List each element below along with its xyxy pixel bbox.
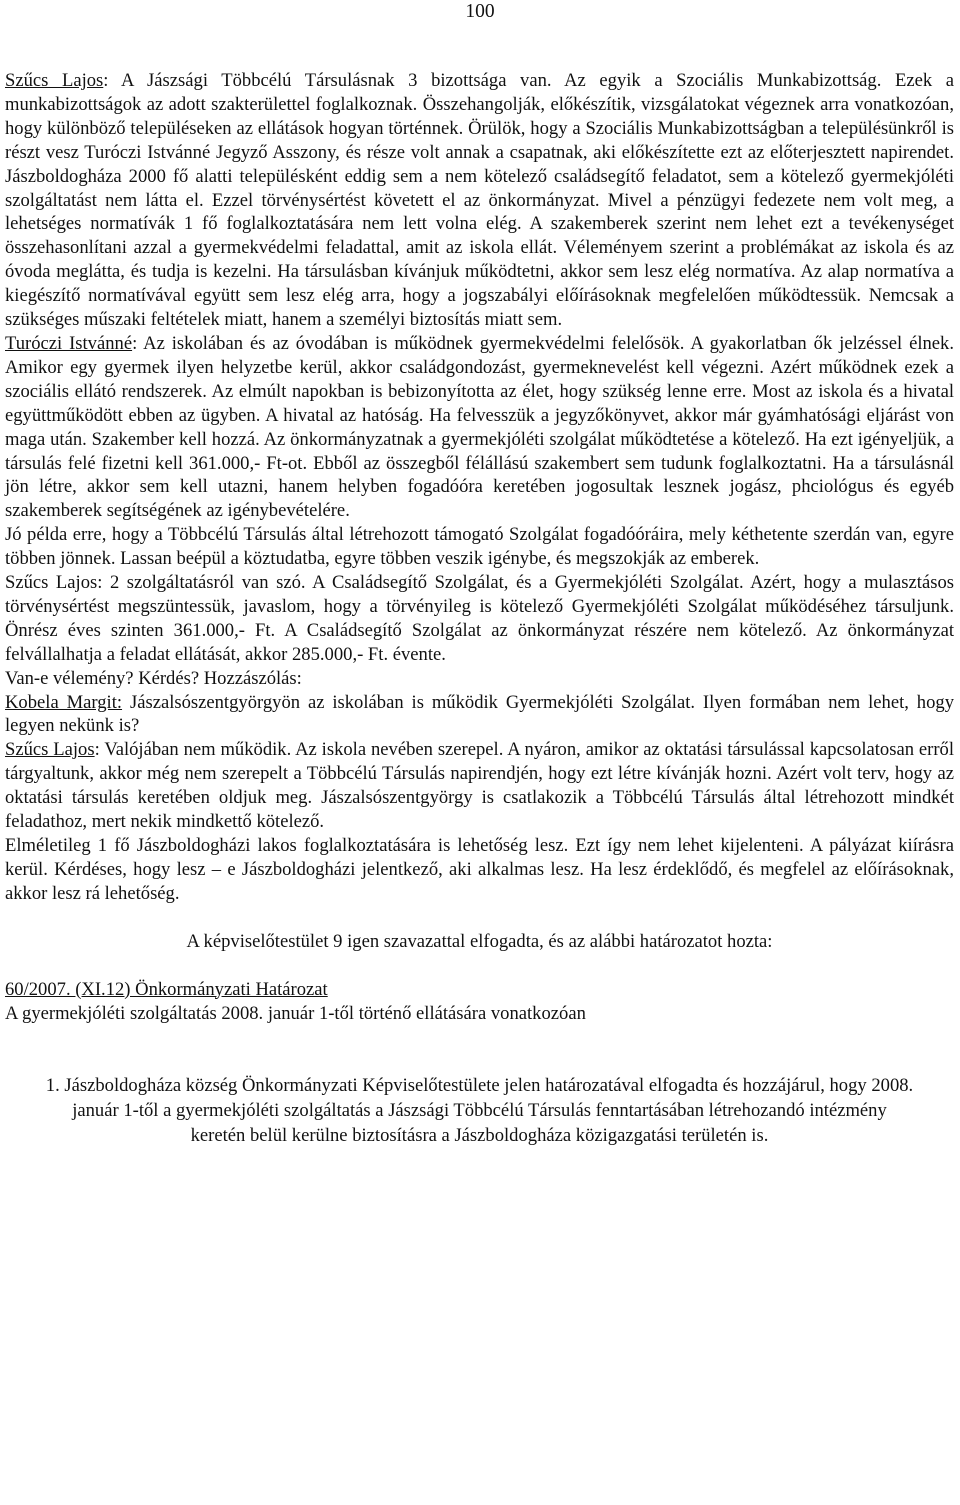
resolution-title: 60/2007. (XI.12) Önkormányzati Határozat: [5, 978, 328, 1000]
speaker-separator: :: [94, 739, 105, 761]
speaker-name: Turóczi Istvánné: [5, 332, 133, 354]
minutes-paragraph: [5, 738, 954, 834]
paragraph-text: Valójában nem működik. Az iskola nevében szerepel. A nyáron, amikor az oktatási társulással kapcsolatosan erről tárgyaltunk, akkor még nem szerepelt a Többcélú Társulás napirendjén, hogy ezt létre kívánják hozni. Azért volt terv, hogy az oktatási társulás keretében oldjuk meg. Jászalsószentgyörgy is csatlakozik a Többcélú Társulás által létrehozott mindkét feladathoz, mert nekik mindkettő kötelező.: [5, 739, 955, 833]
document-body: [5, 69, 954, 1148]
minutes-paragraph: [5, 691, 954, 739]
paragraph-text: Jó példa erre, hogy a Többcélú Társulás által létrehozott támogató Szolgálat fogadóóráira, mely kéthetente szerdán van, egyre többen jönnek. Lassan beépül a köztudatba, egyre többen veszik igénybe, és megszokják az emberek.: [5, 524, 954, 570]
speaker-separator: :: [132, 332, 144, 354]
paragraph-text: Van-e vélemény? Kérdés? Hozzászólás:: [5, 667, 302, 689]
resolution-title-line: [5, 978, 954, 1002]
speaker-name: Szűcs Lajos: [5, 70, 104, 91]
minutes-paragraph: [5, 523, 954, 571]
vote-statement: A képviselőtestület 9 igen szavazattal elfogadta, és az alábbi határozatot hozta:: [186, 930, 773, 952]
paragraph-text: Az iskolában és az óvodában is működnek gyermekvédelmi felelősök. A gyakorlatban ők jelzéssel élnek. Amikor egy gyermek ilyen helyzetbe kerül, akkor családgondozást, gyermeknevelést kell végezni. Azért működnek ezek a szociális ellátó rendszerek. Az elmúlt napokban is bebizonyította az élet, hogy szükség lenne erre. Most az iskola és a hivatal együttműködött ebben az ügyben. A hivatal az hatóság. Ha felvesszük a jegyzőkönyvet, akkor már gyámhatósági eljárást von maga után. Szakember kell hozzá. Az önkormányzatnak a gyermekjóléti szolgálat működtetése a kötelező. Ha ezt igényeljük, a társulás felé fizetni kell 361.000,- Ft-ot. Ebből az összegből félállású szakembert sem tudunk foglalkoztatni. Ha a társulásnál jön létre, akkor sem kell utazni, hanem helyben fogadóóra keretében jogosultak lesznek jogász, phciológus és egyéb szakemberek segítségének az igénybevételére.: [5, 332, 954, 522]
paragraph-text: Elméletileg 1 fő Jászboldogházi lakos foglalkoztatására is lehetőség lesz. Ezt így nem lehet kijelenteni. A pályázat kiírásra kerül. Kérdéses, hogy lesz – e Jászboldogházi jelentkező, aki alkalmas lesz. Ha lesz érdeklődő, és megfelel az előírásoknak, akkor lesz rá lehetőség.: [5, 835, 954, 904]
minutes-paragraphs: [5, 69, 954, 906]
speaker-separator: [122, 692, 130, 713]
paragraph-text: 2 szolgáltatásról van szó. A Családsegítő Szolgálat, és a Gyermekjóléti Szolgálat. Azért, hogy a mulasztásos törvénysértést megszüntessük, javaslom, hogy a törvényileg is kötelező Gyermekjóléti Szolgálat működéséhez társuljunk. Önrész éves szinten 361.000,- Ft. A Családsegítő Szolgálat az önkormányzat részére nem kötelező. Az önkormányzat felvállalhatja a feladat ellátását, akkor 285.000,- Ft. évente.: [5, 572, 954, 665]
minutes-paragraph: [5, 667, 954, 691]
paragraph-text: A Jászsági Többcélú Társulásnak 3 bizottsága van. Az egyik a Szociális Munkabizottság. Ezek a munkabizottságok az adott szakterülettel foglalkoznak. Összehangolják, előkészítik, vizsgálatokat végeznek arra vonatkozóan, hogy különböző településeken az ellátások hogyan történnek. Örülök, hogy a Szociális Munkabizottságban a településünkről is részt vesz Turóczi Istvánné Jegyző Asszony, és része volt annak a csapatnak, aki előkészítette ezt az előterjesztett napirendet. Jászboldogháza 2000 fő alatti településként eddig sem a nem kötelező családsegítő feladatot, sem a kötelező gyermekjóléti szolgáltatást nem látta el. Ezzel törvénysértést követett el az önkormányzat. Mivel a pénzügyi fedezete nem volt meg, a lehetséges normatívák 1 fő foglalkoztatására nem lett volna elég. A szakemberek szerint nem lehet ezt a tevékenységet összehasonlítani azzal a gyermekvédelmi feladattal, amit az iskola ellát. Véleményem szerint a problémákat az iskola és az óvoda meglátta, és tudja is kezelni. Ha társulásban kívánjuk működtetni, akkor sem lesz elég normatíva. Az alap normatíva a kiegészítő normatívával együtt sem lesz elég arra, hogy a jogszabályi előírásoknak megfelelően működtessük. Nemcsak a szükséges műszaki feltételek miatt, hanem a személyi biztosítás miatt sem.: [5, 70, 954, 331]
paragraph-text: Jászalsószentgyörgyön az iskolában is működik Gyermekjóléti Szolgálat. Ilyen formában nem lehet, hogy legyen nekünk is?: [5, 691, 954, 737]
resolution-subject: A gyermekjóléti szolgáltatás 2008. január 1-től történő ellátására vonatkozóan: [5, 1002, 586, 1024]
speaker-name: Szűcs Lajos: [5, 572, 98, 594]
minutes-paragraph: [5, 69, 954, 332]
minutes-paragraph: [5, 834, 954, 906]
minutes-paragraph: [5, 571, 954, 667]
page-number: 100: [465, 1, 495, 22]
speaker-separator: :: [97, 572, 110, 594]
speaker-separator: :: [103, 70, 122, 91]
speaker-name: Kobela Margit:: [5, 691, 123, 713]
resolution-item: 1. Jászboldogháza község Önkormányzati Képviselőtestülete jelen határozatával elfogadta és hozzájárul, hogy 2008. január 1-től a gyermekjóléti szolgáltatás a Jászsági Többcélú Társulás fenntartásában létrehozandó intézmény keretén belül kerülne biztosításra a Jászboldogháza közigazgatási területén is.: [45, 1075, 914, 1147]
speaker-name: Szűcs Lajos: [5, 739, 95, 761]
minutes-paragraph: [5, 332, 954, 523]
